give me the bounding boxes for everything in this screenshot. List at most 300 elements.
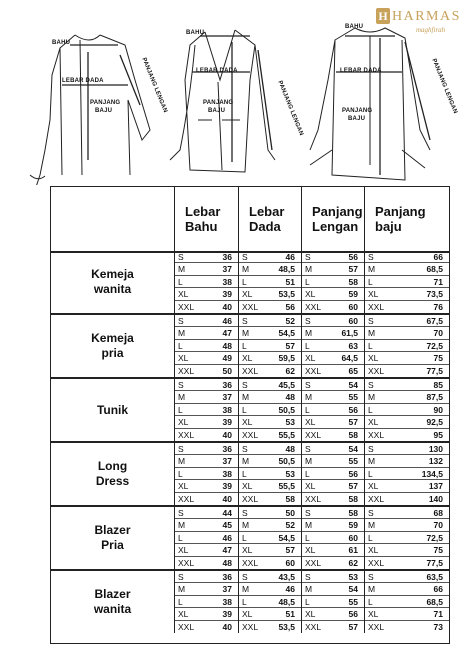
size-row: [365, 315, 449, 327]
size-value: 39: [222, 289, 232, 300]
size-code: S: [242, 316, 248, 326]
size-row: [175, 544, 238, 556]
size-value: 39: [222, 481, 232, 492]
size-value: 48: [285, 444, 295, 454]
size-code: L: [368, 404, 373, 415]
size-value: 66: [433, 584, 443, 595]
size-value: 37: [222, 584, 232, 595]
size-row: [302, 416, 364, 428]
size-row: [239, 365, 301, 377]
size-value: 58: [348, 276, 358, 287]
size-row: [365, 391, 449, 403]
size-row: [365, 519, 449, 531]
size-code: L: [305, 340, 310, 351]
size-code: M: [242, 520, 250, 531]
size-value: 60: [348, 532, 358, 543]
measurement-column: [301, 315, 364, 377]
size-value: 56: [348, 404, 358, 415]
size-code: S: [368, 252, 374, 262]
size-code: XL: [305, 545, 316, 556]
size-row: [239, 443, 301, 455]
size-row: [239, 544, 301, 556]
size-value: 55,5: [278, 429, 295, 440]
size-row: [302, 557, 364, 569]
size-code: M: [368, 456, 376, 467]
size-code: XXL: [178, 493, 195, 504]
size-row: [239, 416, 301, 428]
size-value: 43,5: [278, 572, 295, 582]
size-value: 50: [285, 508, 295, 518]
size-value: 56: [348, 252, 358, 262]
size-value: 61,5: [341, 328, 358, 339]
measurement-column: [238, 443, 301, 505]
measurement-column: [364, 571, 449, 633]
size-code: XXL: [242, 621, 259, 632]
size-code: XXL: [178, 301, 195, 312]
size-row: [175, 327, 238, 339]
size-value: 45: [222, 520, 232, 531]
size-row: [365, 532, 449, 544]
size-code: XXL: [368, 493, 385, 504]
size-code: L: [242, 468, 247, 479]
size-value: 49: [222, 353, 232, 364]
size-value: 76: [433, 301, 443, 312]
size-code: XXL: [368, 621, 385, 632]
size-code: L: [368, 340, 373, 351]
size-row: [175, 263, 238, 275]
size-code: XXL: [178, 557, 195, 568]
size-row: [365, 429, 449, 441]
size-code: XL: [178, 609, 189, 620]
size-row: [302, 315, 364, 327]
size-code: M: [305, 328, 313, 339]
size-value: 54,5: [278, 328, 295, 339]
size-code: M: [178, 264, 186, 275]
size-code: XL: [178, 417, 189, 428]
size-value: 48: [222, 557, 232, 568]
size-code: XL: [368, 481, 379, 492]
size-group: [51, 251, 449, 315]
size-value: 137: [428, 481, 443, 492]
size-row: [239, 557, 301, 569]
size-code: S: [242, 380, 248, 390]
size-row: [302, 480, 364, 492]
size-row: [302, 544, 364, 556]
size-value: 60: [348, 316, 358, 326]
size-value: 61: [348, 545, 358, 556]
size-code: XXL: [305, 429, 322, 440]
size-row: [302, 327, 364, 339]
measurement-column: [364, 443, 449, 505]
size-row: [239, 263, 301, 275]
size-row: [239, 251, 301, 263]
size-value: 53,5: [278, 621, 295, 632]
size-value: 58: [348, 429, 358, 440]
size-code: XL: [242, 545, 253, 556]
measurement-column: [238, 315, 301, 377]
measurement-column: [364, 315, 449, 377]
measurement-column: [174, 379, 238, 441]
size-value: 36: [222, 572, 232, 582]
size-code: M: [242, 456, 250, 467]
size-value: 46: [285, 584, 295, 595]
garment-name: Tunik: [96, 402, 129, 417]
size-value: 63: [348, 340, 358, 351]
tunik-panjang-label: PANJANG: [342, 108, 373, 114]
size-row: [302, 352, 364, 364]
size-row: [365, 404, 449, 416]
size-value: 51: [285, 609, 295, 620]
size-row: [365, 416, 449, 428]
size-code: XXL: [305, 621, 322, 632]
size-code: L: [178, 596, 183, 607]
size-value: 58: [348, 493, 358, 504]
size-row: [302, 404, 364, 416]
size-code: S: [368, 508, 374, 518]
size-value: 47: [222, 328, 232, 339]
size-row: [365, 443, 449, 455]
size-code: M: [178, 520, 186, 531]
size-value: 38: [222, 404, 232, 415]
size-value: 54,5: [278, 532, 295, 543]
size-row: [302, 379, 364, 391]
blazer-lebar-dada-label: LEBAR DADA: [196, 68, 238, 74]
size-value: 48,5: [278, 264, 295, 275]
size-row: [239, 379, 301, 391]
size-code: XXL: [242, 493, 259, 504]
size-row: [239, 429, 301, 441]
size-row: [239, 608, 301, 620]
size-code: S: [178, 252, 184, 262]
size-code: M: [305, 584, 313, 595]
size-value: 90: [433, 404, 443, 415]
size-row: [302, 251, 364, 263]
size-code: M: [305, 264, 313, 275]
size-row: [365, 583, 449, 595]
size-row: [302, 532, 364, 544]
size-value: 50,5: [278, 456, 295, 467]
size-row: [239, 404, 301, 416]
size-code: XL: [242, 289, 253, 300]
blazer-panjang-lengan-label: PANJANG LENGAN: [276, 80, 304, 137]
size-row: [175, 379, 238, 391]
size-code: L: [178, 276, 183, 287]
size-row: [239, 352, 301, 364]
garment-name: Long Dress: [95, 459, 130, 488]
size-value: 134,5: [421, 468, 443, 479]
size-code: XXL: [305, 301, 322, 312]
size-row: [302, 288, 364, 300]
size-code: S: [305, 572, 311, 582]
size-row: [239, 276, 301, 288]
size-value: 46: [285, 252, 295, 262]
measurement-column: [301, 507, 364, 569]
measurement-column: [301, 443, 364, 505]
size-code: XL: [178, 545, 189, 556]
size-code: XXL: [242, 365, 259, 376]
size-row: [302, 571, 364, 583]
size-value: 58: [348, 508, 358, 518]
size-code: M: [368, 520, 376, 531]
size-value: 75: [433, 545, 443, 556]
size-code: M: [305, 392, 313, 403]
size-row: [365, 455, 449, 467]
size-row: [365, 365, 449, 377]
size-code: L: [305, 276, 310, 287]
size-code: XL: [368, 353, 379, 364]
size-row: [302, 468, 364, 480]
size-value: 56: [285, 301, 295, 312]
size-row: [175, 608, 238, 620]
size-group: [51, 443, 449, 507]
size-row: [365, 340, 449, 352]
size-value: 39: [222, 417, 232, 428]
size-value: 68,5: [426, 264, 443, 275]
size-row: [365, 379, 449, 391]
size-row: [365, 251, 449, 263]
size-value: 77,5: [426, 557, 443, 568]
size-row: [175, 340, 238, 352]
size-code: S: [368, 316, 374, 326]
size-group: [51, 315, 449, 379]
size-code: XL: [305, 417, 316, 428]
measurement-column: [174, 443, 238, 505]
brand-name: HARMAS: [392, 9, 461, 24]
kemeja-baju-label: BAJU: [95, 108, 113, 114]
blazer-baju-label: BAJU: [208, 108, 226, 114]
measurement-column: [238, 379, 301, 441]
measurement-column: [174, 251, 238, 313]
blazer-panjang-label: PANJANG: [203, 100, 234, 106]
tunik-bahu-label: BAHU: [345, 24, 364, 30]
size-value: 57: [285, 545, 295, 556]
size-value: 54: [348, 584, 358, 595]
size-code: XXL: [305, 557, 322, 568]
size-value: 67,5: [426, 316, 443, 326]
size-value: 57: [348, 481, 358, 492]
size-code: M: [178, 392, 186, 403]
size-value: 50: [222, 365, 232, 376]
size-value: 68: [433, 508, 443, 518]
size-row: [175, 301, 238, 313]
size-row: [302, 429, 364, 441]
size-row: [365, 571, 449, 583]
size-row: [175, 583, 238, 595]
size-value: 55: [348, 392, 358, 403]
size-row: [239, 468, 301, 480]
size-value: 54: [348, 380, 358, 390]
size-value: 50,5: [278, 404, 295, 415]
measurement-column: [174, 571, 238, 633]
size-row: [239, 315, 301, 327]
size-code: M: [368, 392, 376, 403]
size-row: [302, 507, 364, 519]
size-row: [175, 352, 238, 364]
size-row: [175, 596, 238, 608]
size-value: 72,5: [426, 532, 443, 543]
garment-name: Blazer wanita: [93, 587, 132, 616]
size-value: 58: [285, 493, 295, 504]
size-value: 40: [222, 621, 232, 632]
size-row: [302, 301, 364, 313]
size-value: 72,5: [426, 340, 443, 351]
size-row: [302, 493, 364, 505]
size-code: XL: [242, 609, 253, 620]
blazer-bahu-label: BAHU: [186, 30, 205, 36]
size-code: XXL: [242, 557, 259, 568]
measurement-column: [301, 379, 364, 441]
garment-name: Blazer Pria: [94, 523, 131, 552]
size-row: [175, 391, 238, 403]
size-row: [302, 608, 364, 620]
size-code: XL: [305, 481, 316, 492]
size-value: 47: [222, 545, 232, 556]
size-code: S: [178, 316, 184, 326]
size-row: [302, 519, 364, 531]
size-value: 55,5: [278, 481, 295, 492]
size-code: S: [305, 380, 311, 390]
size-code: XL: [305, 289, 316, 300]
size-value: 53,5: [278, 289, 295, 300]
size-value: 71: [433, 609, 443, 620]
size-value: 40: [222, 493, 232, 504]
size-value: 87,5: [426, 392, 443, 403]
size-value: 60: [348, 301, 358, 312]
size-code: M: [368, 328, 376, 339]
size-code: XL: [242, 417, 253, 428]
size-value: 37: [222, 456, 232, 467]
size-value: 40: [222, 429, 232, 440]
size-row: [175, 443, 238, 455]
size-code: L: [242, 532, 247, 543]
size-row: [175, 532, 238, 544]
size-value: 68,5: [426, 596, 443, 607]
size-value: 95: [433, 429, 443, 440]
size-code: XL: [368, 609, 379, 620]
size-code: S: [305, 444, 311, 454]
size-row: [175, 251, 238, 263]
size-code: L: [178, 340, 183, 351]
size-value: 92,5: [426, 417, 443, 428]
size-code: XXL: [242, 429, 259, 440]
size-code: L: [242, 340, 247, 351]
size-value: 77,5: [426, 365, 443, 376]
size-value: 54: [348, 444, 358, 454]
size-code: L: [242, 276, 247, 287]
size-row: [365, 507, 449, 519]
size-value: 56: [348, 468, 358, 479]
size-row: [365, 327, 449, 339]
size-row: [365, 608, 449, 620]
size-code: L: [305, 468, 310, 479]
size-value: 70: [433, 328, 443, 339]
size-code: S: [305, 508, 311, 518]
size-code: S: [178, 380, 184, 390]
size-value: 36: [222, 380, 232, 390]
size-row: [302, 263, 364, 275]
size-value: 52: [285, 520, 295, 531]
size-code: M: [178, 328, 186, 339]
size-row: [239, 571, 301, 583]
size-code: M: [242, 584, 250, 595]
size-code: L: [368, 276, 373, 287]
size-value: 60: [285, 557, 295, 568]
size-row: [365, 263, 449, 275]
size-code: M: [178, 456, 186, 467]
size-value: 44: [222, 508, 232, 518]
size-value: 64,5: [341, 353, 358, 364]
size-value: 38: [222, 468, 232, 479]
measurement-column: [364, 379, 449, 441]
size-row: [239, 621, 301, 633]
size-value: 62: [285, 365, 295, 376]
size-row: [175, 276, 238, 288]
size-code: XL: [242, 481, 253, 492]
size-code: M: [305, 456, 313, 467]
size-value: 57: [348, 264, 358, 275]
size-value: 38: [222, 276, 232, 287]
size-row: [302, 391, 364, 403]
header-lebar-dada: Lebar Dada: [238, 187, 301, 251]
size-row: [365, 468, 449, 480]
size-row: [365, 288, 449, 300]
size-code: S: [305, 252, 311, 262]
size-value: 65: [348, 365, 358, 376]
size-code: S: [242, 508, 248, 518]
size-row: [365, 493, 449, 505]
size-code: L: [242, 404, 247, 415]
size-code: S: [368, 444, 374, 454]
size-row: [175, 404, 238, 416]
size-code: XL: [242, 353, 253, 364]
measurement-column: [174, 507, 238, 569]
size-value: 37: [222, 392, 232, 403]
measurement-column: [364, 507, 449, 569]
size-row: [239, 327, 301, 339]
size-value: 46: [222, 532, 232, 543]
logo-mark: H: [376, 8, 390, 24]
size-code: L: [305, 404, 310, 415]
size-code: XXL: [368, 301, 385, 312]
size-code: L: [305, 532, 310, 543]
size-code: S: [305, 316, 311, 326]
table-header: [51, 187, 449, 253]
size-row: [175, 519, 238, 531]
kemeja-panjang-label: PANJANG: [90, 100, 121, 106]
header-panjang-lengan: Panjang Lengan: [301, 187, 364, 251]
size-value: 39: [222, 609, 232, 620]
size-code: M: [178, 584, 186, 595]
size-group: [51, 571, 449, 635]
size-row: [175, 621, 238, 633]
size-value: 66: [433, 252, 443, 262]
size-code: XL: [178, 353, 189, 364]
size-row: [175, 455, 238, 467]
measurement-column: [174, 315, 238, 377]
size-group: [51, 379, 449, 443]
size-value: 130: [428, 444, 443, 454]
size-code: XL: [305, 353, 316, 364]
size-value: 63,5: [426, 572, 443, 582]
size-code: L: [242, 596, 247, 607]
brand-logo: [376, 6, 461, 36]
size-value: 85: [433, 380, 443, 390]
size-code: M: [368, 264, 376, 275]
size-row: [365, 480, 449, 492]
size-code: XXL: [305, 365, 322, 376]
kemeja-lebar-dada-label: LEBAR DADA: [62, 78, 104, 84]
size-value: 52: [285, 316, 295, 326]
